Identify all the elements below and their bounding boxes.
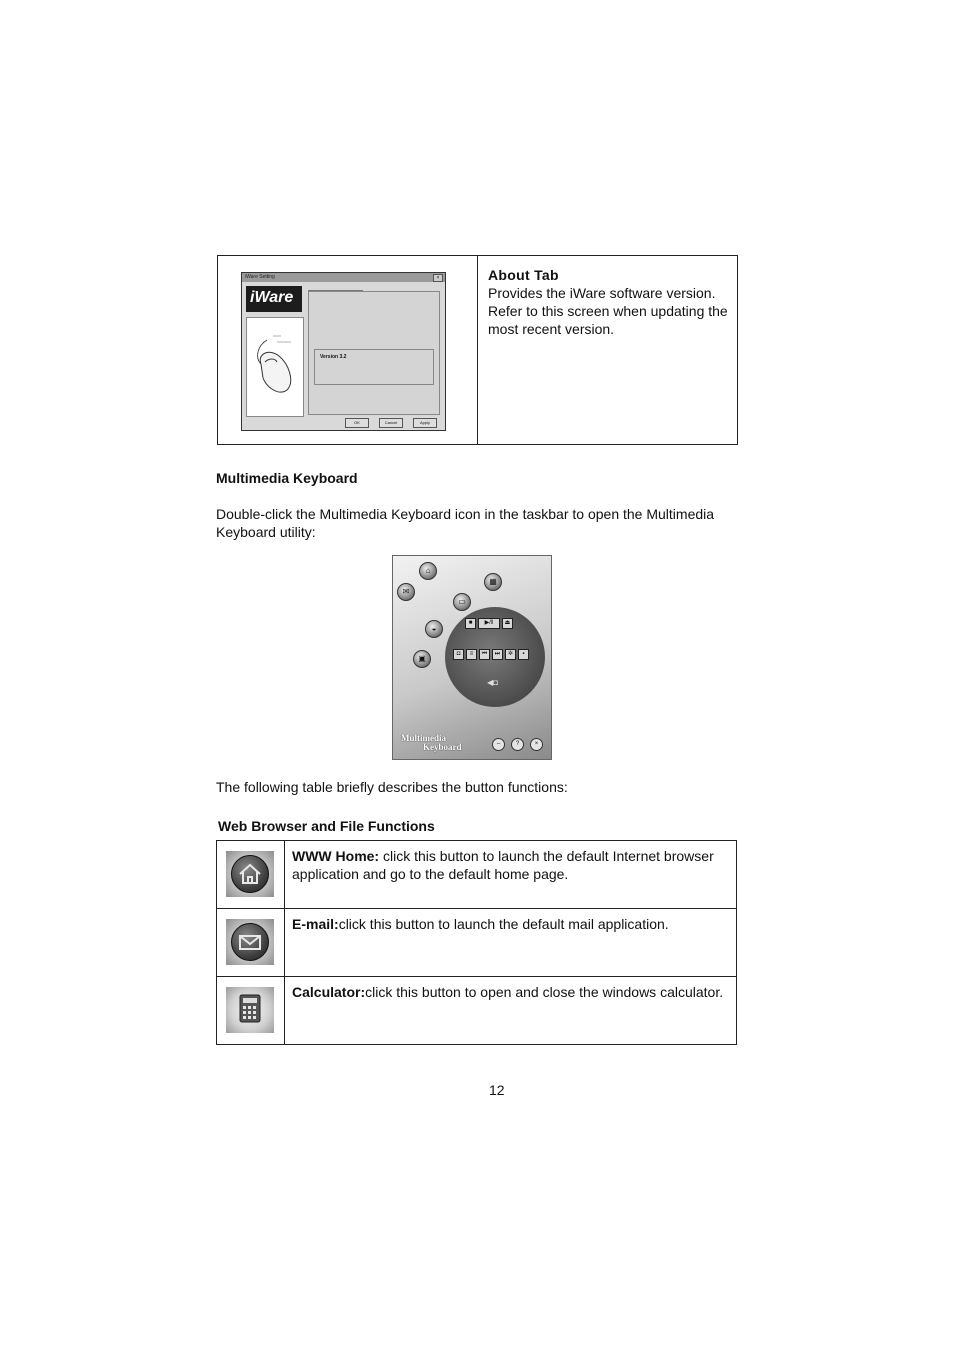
table-row	[217, 841, 736, 909]
row-description	[292, 983, 737, 1001]
page-number: 12	[489, 1082, 505, 1098]
table-row	[217, 977, 736, 1044]
row-text: click this button to launch the default Internet browser application and go to the default home page.	[292, 848, 714, 882]
close-icon: ×	[530, 738, 543, 751]
calculator-icon	[226, 987, 274, 1033]
about-panel	[308, 291, 440, 415]
home-icon: ⌂	[419, 562, 437, 580]
multimedia-intro: Double-click the Multimedia Keyboard icon in the taskbar to open the Multimedia Keyboard utility:	[216, 506, 715, 540]
brand-line2: Keyboard	[423, 742, 462, 752]
about-heading: About Tab	[488, 267, 559, 283]
functions-table	[216, 840, 737, 1045]
media-icon: ◒	[425, 620, 443, 638]
previous-icon: ⏮	[479, 649, 490, 660]
volume-icon: ◀◘	[487, 678, 498, 687]
stop-icon: ■	[465, 618, 476, 629]
calculator-icon: ▦	[484, 573, 502, 591]
icon-cell	[217, 909, 285, 976]
multimedia-heading: Multimedia Keyboard	[216, 470, 358, 486]
computer-icon: ▭	[453, 593, 471, 611]
about-body: Provides the iWare software version. Refer to this screen when updating the most recent version.	[488, 285, 728, 337]
table-row	[217, 909, 736, 977]
help-icon: ?	[511, 738, 524, 751]
table-divider	[477, 256, 478, 444]
window-titlebar	[242, 273, 445, 282]
iware-settings-screenshot	[241, 272, 446, 431]
minimize-icon: –	[492, 738, 505, 751]
function-buttons	[453, 649, 529, 660]
about-table	[217, 255, 738, 445]
mouse-icon	[247, 318, 303, 416]
list-icon: ≡	[466, 649, 477, 660]
transport-buttons	[465, 618, 513, 629]
apply-button: Apply	[413, 418, 437, 428]
functions-heading: Web Browser and File Functions	[218, 818, 435, 834]
mail-icon: ✉	[397, 583, 415, 601]
version-box	[314, 349, 434, 385]
mail-icon	[226, 919, 274, 965]
play-pause-icon: ▶/‖	[478, 618, 500, 629]
row-description	[292, 915, 737, 933]
image-icon: ▪	[518, 649, 529, 660]
multimedia-keyboard-screenshot	[392, 555, 552, 760]
about-description	[488, 266, 738, 338]
row-description	[292, 847, 737, 883]
mouse-illustration	[246, 317, 304, 417]
brand-line1: Multimedia	[401, 733, 446, 743]
settings-icon: ✲	[505, 649, 516, 660]
icon-cell	[217, 841, 285, 908]
logo-text: iWare	[250, 289, 294, 306]
iware-logo	[246, 286, 302, 312]
record-icon: ◘	[453, 649, 464, 660]
row-text: click this button to launch the default mail application.	[338, 916, 669, 932]
home-icon	[226, 851, 274, 897]
row-text: click this button to open and close the windows calculator.	[365, 984, 724, 1000]
folder-icon: ▣	[413, 650, 431, 668]
row-label: E-mail:	[292, 916, 339, 932]
version-label: Version 3.2	[320, 354, 347, 360]
row-label: Calculator:	[292, 984, 366, 1000]
multimedia-keyboard-brand	[401, 734, 462, 752]
next-icon: ⏭	[492, 649, 503, 660]
ok-button: OK	[345, 418, 369, 428]
icon-cell	[217, 977, 285, 1044]
table-intro: The following table briefly describes the button functions:	[216, 779, 568, 795]
eject-icon: ⏏	[502, 618, 513, 629]
cancel-button: Cancel	[379, 418, 403, 428]
row-label: WWW Home:	[292, 848, 380, 864]
window-title: iWare Setting	[245, 274, 275, 280]
close-icon: ×	[433, 274, 443, 282]
